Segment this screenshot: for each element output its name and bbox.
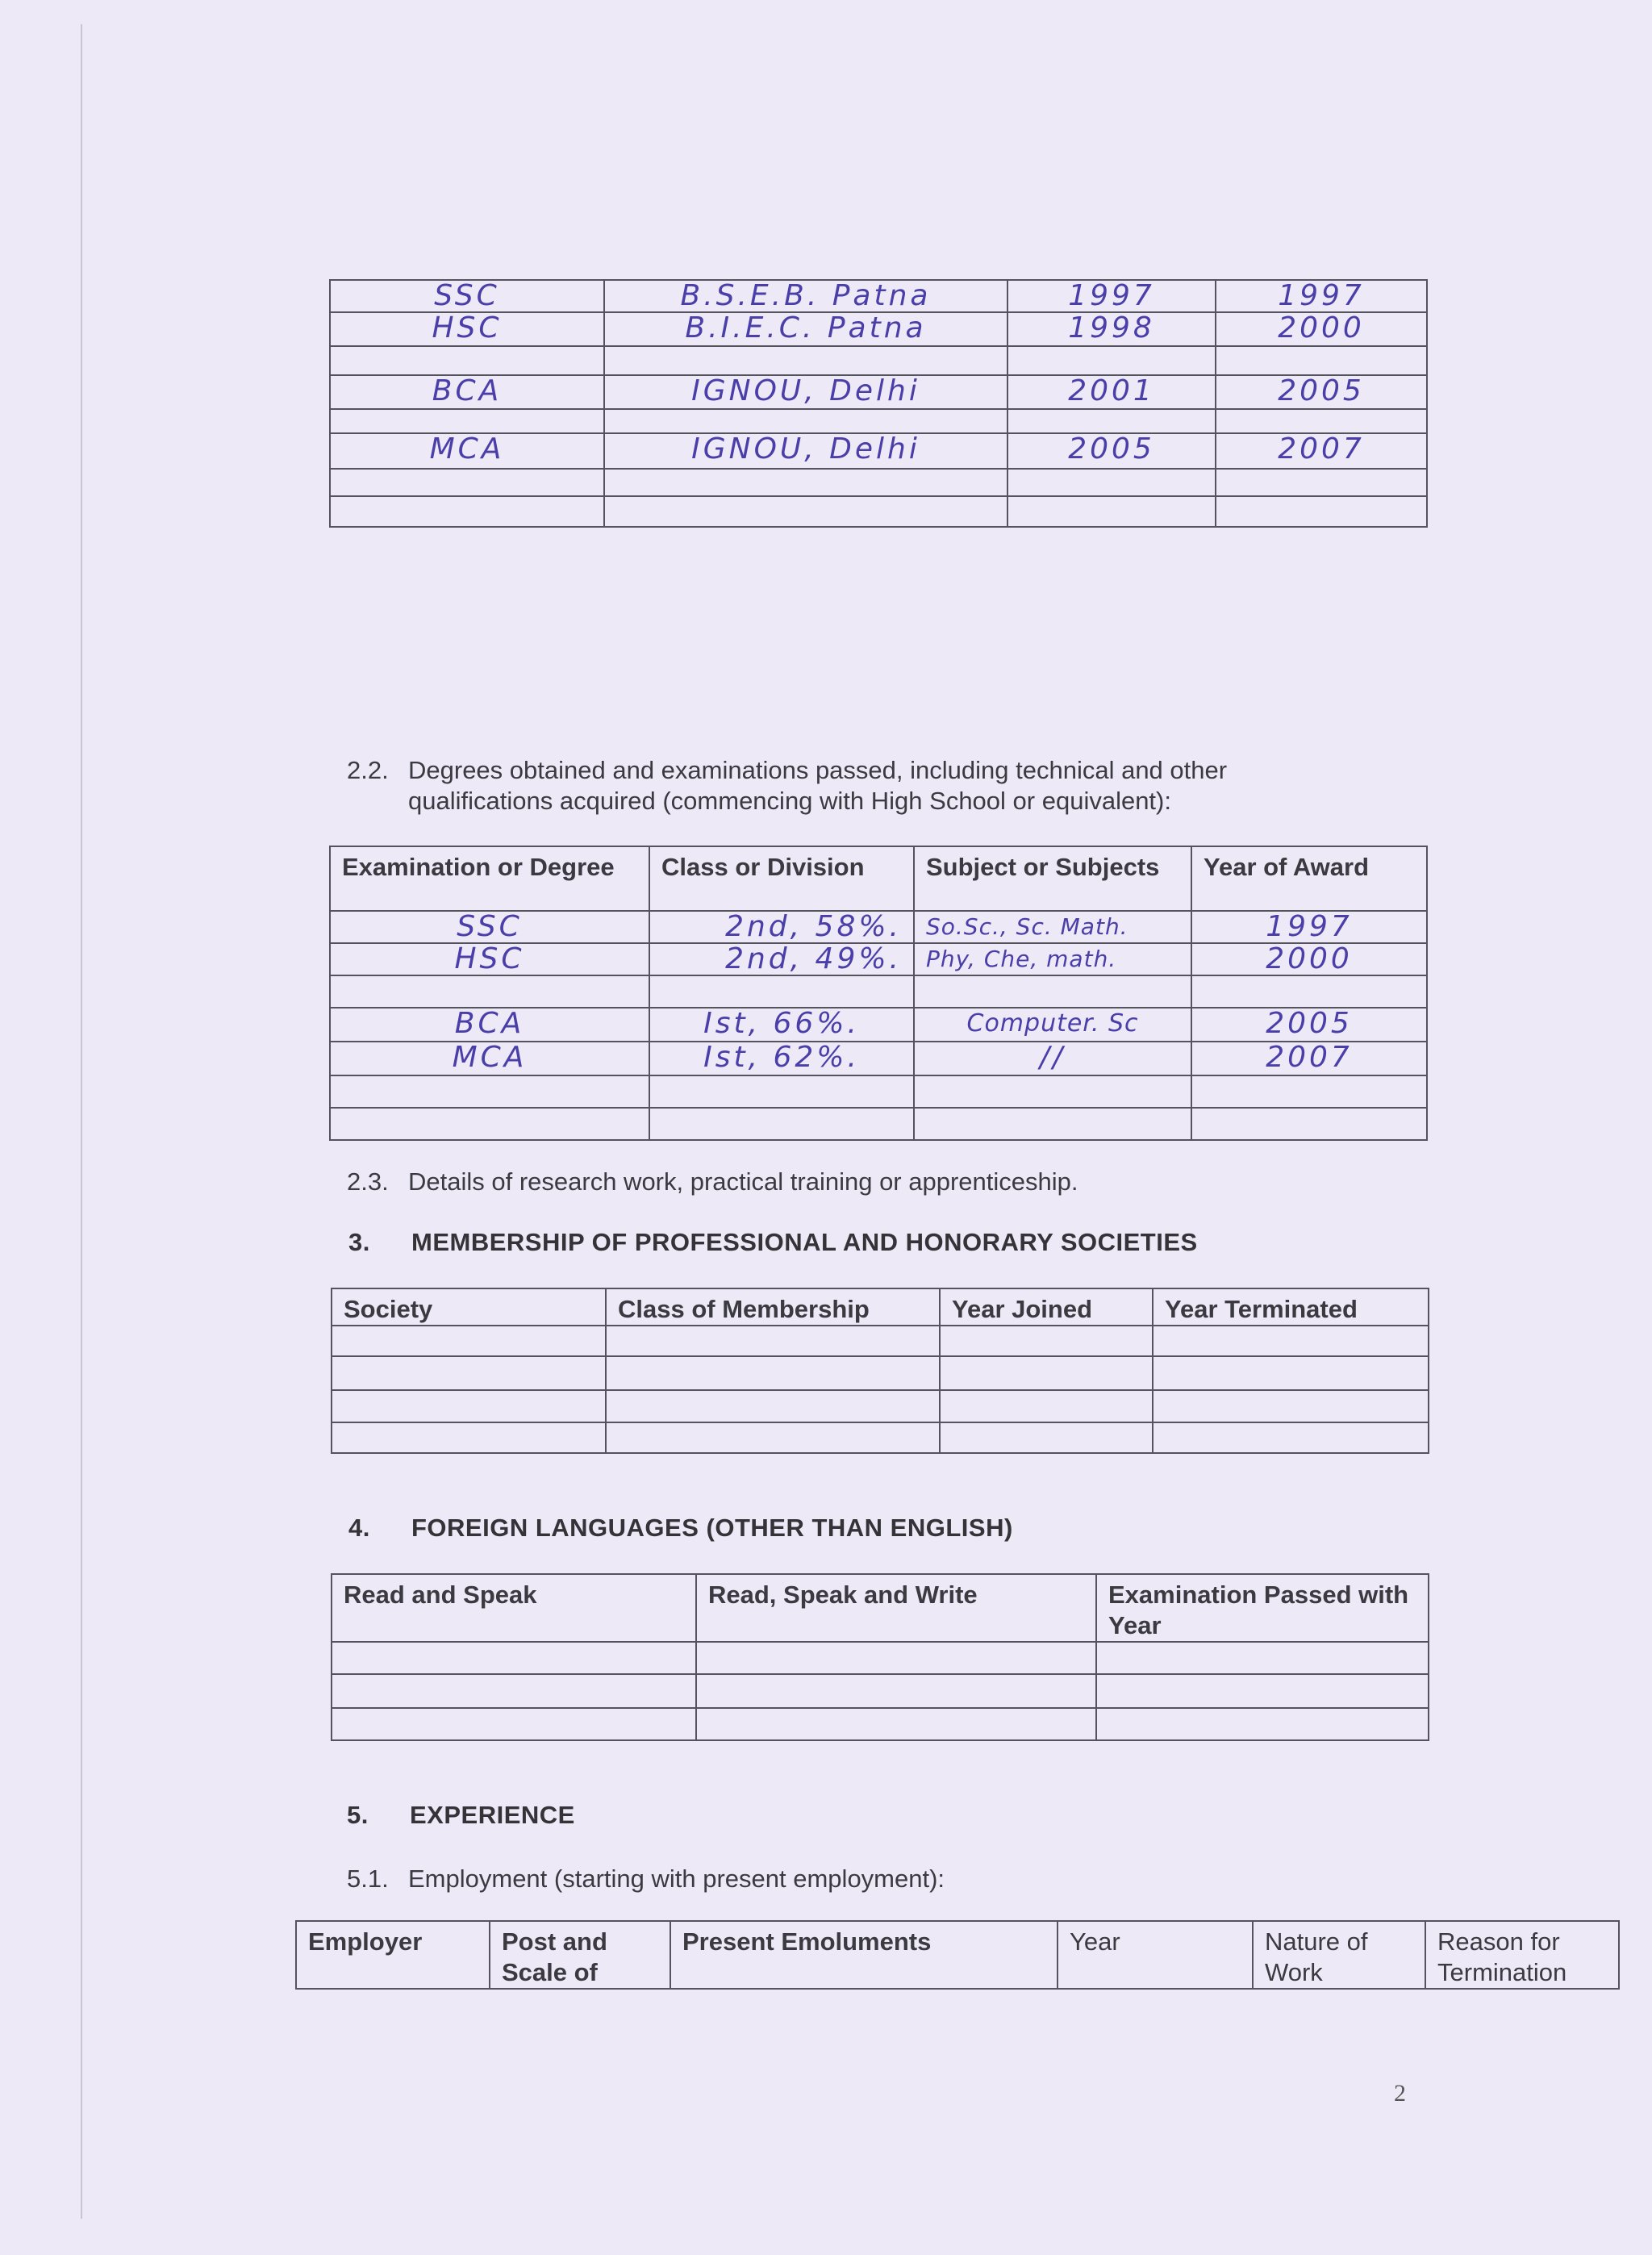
- board-cell: [604, 496, 1007, 527]
- education-table: [329, 279, 1428, 528]
- membership-table: [331, 1288, 1429, 1454]
- board-cell: [604, 346, 1007, 375]
- section-number: 2.3.: [347, 1167, 389, 1196]
- column-header: Year of Award: [1191, 846, 1427, 911]
- subject-cell: Phy, Che, math.: [914, 943, 1191, 975]
- exam-cell: [330, 1075, 649, 1108]
- year-cell: 2005: [1007, 433, 1216, 469]
- section-number: 4.: [348, 1514, 370, 1542]
- board-cell: IGNOU, Delhi: [604, 375, 1007, 409]
- column-header: Subject or Subjects: [914, 846, 1191, 911]
- year-cell: [1007, 496, 1216, 527]
- section-title: EXPERIENCE: [410, 1801, 575, 1829]
- table-row: [330, 1042, 1427, 1075]
- class-cell: Ist, 62%.: [649, 1042, 914, 1075]
- column-header: Society: [332, 1288, 606, 1326]
- subject-cell: [914, 1075, 1191, 1108]
- table-row: [330, 469, 1427, 496]
- subject-cell: [914, 975, 1191, 1008]
- column-header: Nature of Work: [1253, 1921, 1425, 1989]
- table-header-row: [330, 846, 1427, 911]
- exam-cell: [330, 346, 604, 375]
- class-cell: [649, 1108, 914, 1140]
- section-number: 5.: [347, 1801, 369, 1829]
- table-row: [330, 943, 1427, 975]
- column-header: Post and Scale of: [490, 1921, 670, 1989]
- table-row: [330, 975, 1427, 1008]
- exam-cell: [330, 409, 604, 433]
- section-2-3: [347, 1167, 1476, 1197]
- column-header: Examination or Degree: [330, 846, 649, 911]
- section-4-heading: [348, 1514, 1013, 1543]
- year-cell: [1216, 496, 1427, 527]
- exam-cell: HSC: [330, 943, 649, 975]
- table-row: [332, 1642, 1429, 1674]
- section-title: MEMBERSHIP OF PROFESSIONAL AND HONORARY SOCIETIES: [411, 1228, 1198, 1256]
- table-row: [332, 1708, 1429, 1740]
- year-cell: [1191, 1108, 1427, 1140]
- exam-cell: [330, 469, 604, 496]
- class-cell: Ist, 66%.: [649, 1008, 914, 1042]
- table-row: [332, 1356, 1429, 1390]
- table-row: [332, 1390, 1429, 1422]
- section-title: FOREIGN LANGUAGES (OTHER THAN ENGLISH): [411, 1514, 1013, 1542]
- section-number: 5.1.: [347, 1865, 389, 1893]
- table-row: [330, 433, 1427, 469]
- section-2-2-intro: [347, 755, 1476, 816]
- year-cell: 2005: [1216, 375, 1427, 409]
- exam-cell: [330, 975, 649, 1008]
- exam-cell: MCA: [330, 433, 604, 469]
- column-header: Class or Division: [649, 846, 914, 911]
- exam-cell: MCA: [330, 1042, 649, 1075]
- class-cell: 2nd, 49%.: [649, 943, 914, 975]
- table-row: [330, 496, 1427, 527]
- year-cell: 2005: [1191, 1008, 1427, 1042]
- table-row: [330, 312, 1427, 346]
- year-cell: 2007: [1191, 1042, 1427, 1075]
- section-text: Details of research work, practical training or apprenticeship.: [408, 1167, 1078, 1196]
- table-row: [330, 1008, 1427, 1042]
- exam-cell: BCA: [330, 375, 604, 409]
- board-cell: IGNOU, Delhi: [604, 433, 1007, 469]
- year-cell: 1998: [1007, 312, 1216, 346]
- class-cell: 2nd, 58%.: [649, 911, 914, 943]
- table-row: [330, 911, 1427, 943]
- table-row: [330, 375, 1427, 409]
- year-cell: [1216, 469, 1427, 496]
- subject-cell: So.Sc., Sc. Math.: [914, 911, 1191, 943]
- column-header: Year: [1058, 1921, 1253, 1989]
- section-number: 3.: [348, 1228, 370, 1256]
- section-text-line2: qualifications acquired (commencing with High School or equivalent):: [408, 787, 1171, 815]
- table-header-row: [296, 1921, 1619, 1989]
- section-text: Employment (starting with present employment):: [408, 1865, 945, 1893]
- subject-cell: //: [914, 1042, 1191, 1075]
- year-cell: [1216, 346, 1427, 375]
- table-row: [332, 1674, 1429, 1708]
- column-header: Read, Speak and Write: [696, 1574, 1096, 1642]
- class-cell: [649, 1075, 914, 1108]
- table-row: [330, 1108, 1427, 1140]
- section-5-1: [347, 1864, 1476, 1894]
- board-cell: B.S.E.B. Patna: [604, 280, 1007, 312]
- table-row: [330, 346, 1427, 375]
- section-5-heading: [347, 1801, 575, 1830]
- year-cell: 2001: [1007, 375, 1216, 409]
- column-header: Present Emoluments: [670, 1921, 1058, 1989]
- column-header: Examination Passed with Year: [1096, 1574, 1429, 1642]
- year-cell: 1997: [1191, 911, 1427, 943]
- year-cell: 1997: [1007, 280, 1216, 312]
- column-header: Read and Speak: [332, 1574, 696, 1642]
- table-row: [332, 1422, 1429, 1453]
- column-header: Class of Membership: [606, 1288, 940, 1326]
- year-cell: [1007, 469, 1216, 496]
- table-row: [332, 1326, 1429, 1356]
- class-cell: [649, 975, 914, 1008]
- column-header: Year Terminated: [1153, 1288, 1429, 1326]
- exam-cell: [330, 1108, 649, 1140]
- section-text-line1: Degrees obtained and examinations passed, including technical and other: [408, 756, 1228, 784]
- exam-cell: BCA: [330, 1008, 649, 1042]
- table-header-row: [332, 1288, 1429, 1326]
- table-header-row: [332, 1574, 1429, 1642]
- board-cell: [604, 409, 1007, 433]
- section-number: 2.2.: [347, 756, 389, 784]
- year-cell: 1997: [1216, 280, 1427, 312]
- table-row: [330, 1075, 1427, 1108]
- languages-table: [331, 1573, 1429, 1741]
- year-cell: [1191, 975, 1427, 1008]
- year-cell: [1216, 409, 1427, 433]
- section-3-heading: [348, 1228, 1198, 1257]
- page-number: 2: [1394, 2080, 1406, 2107]
- year-cell: 2000: [1191, 943, 1427, 975]
- degrees-table: [329, 846, 1428, 1141]
- exam-cell: SSC: [330, 280, 604, 312]
- column-header: Employer: [296, 1921, 490, 1989]
- column-header: Year Joined: [940, 1288, 1153, 1326]
- exam-cell: SSC: [330, 911, 649, 943]
- year-cell: [1007, 346, 1216, 375]
- exam-cell: [330, 496, 604, 527]
- subject-cell: Computer. Sc: [914, 1008, 1191, 1042]
- board-cell: [604, 469, 1007, 496]
- table-row: [330, 409, 1427, 433]
- table-row: [330, 280, 1427, 312]
- year-cell: [1007, 409, 1216, 433]
- year-cell: [1191, 1075, 1427, 1108]
- exam-cell: HSC: [330, 312, 604, 346]
- page-edge: [81, 24, 82, 2219]
- subject-cell: [914, 1108, 1191, 1140]
- year-cell: 2000: [1216, 312, 1427, 346]
- year-cell: 2007: [1216, 433, 1427, 469]
- employment-table: [295, 1920, 1620, 1990]
- column-header: Reason for Termination: [1425, 1921, 1619, 1989]
- board-cell: B.I.E.C. Patna: [604, 312, 1007, 346]
